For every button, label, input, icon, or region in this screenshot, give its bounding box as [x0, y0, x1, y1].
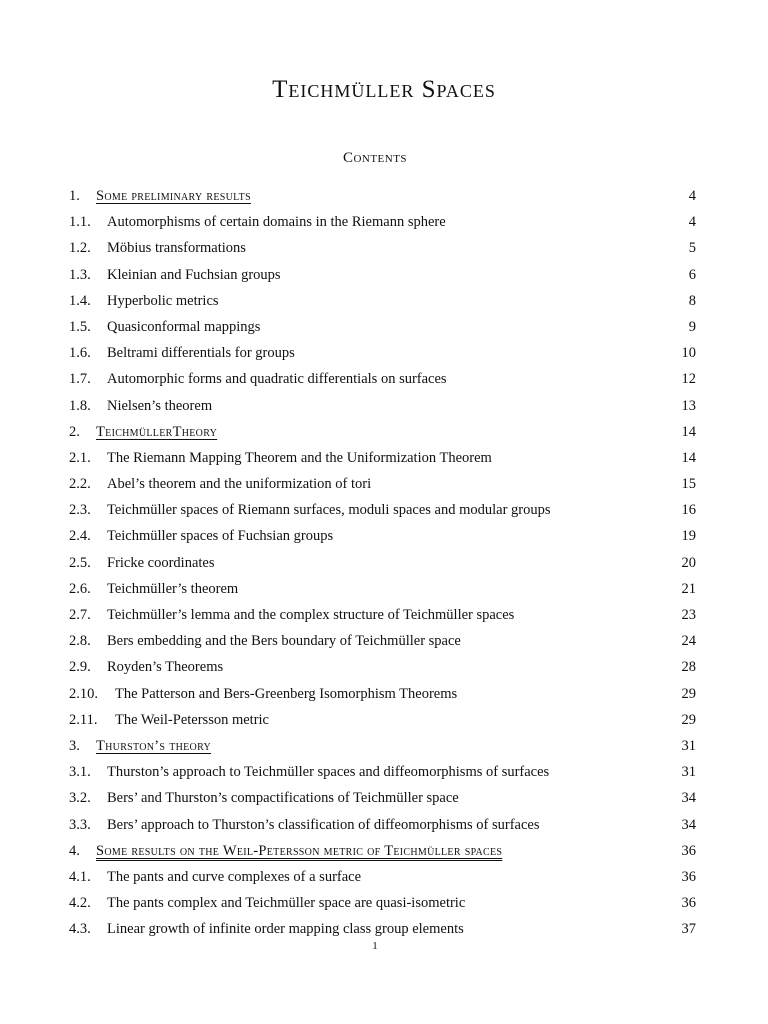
toc-section-entry[interactable]	[69, 419, 696, 445]
toc-entry-number: 1.	[69, 188, 80, 204]
toc-entry-page: 36	[681, 842, 696, 859]
toc-entry-title[interactable]: Thurston’s approach to Teichmüller spaces and diffeomorphisms of surfaces	[107, 764, 550, 781]
toc-entry-title[interactable]: Nielsen’s theorem	[107, 397, 213, 414]
toc-entry-page: 34	[681, 816, 696, 833]
table-of-contents	[69, 183, 696, 942]
toc-subsection-entry[interactable]	[69, 445, 696, 471]
toc-section-entry[interactable]	[69, 733, 696, 759]
toc-subsection-entry[interactable]	[69, 209, 696, 235]
toc-entry-number: 3.	[69, 737, 80, 754]
toc-entry-number: 3.2.	[69, 790, 91, 807]
toc-entry-number: 1.4.	[69, 292, 91, 309]
toc-subsection-entry[interactable]	[69, 340, 696, 366]
toc-entry-number: 4.2.	[69, 895, 91, 912]
toc-entry-title[interactable]: Bers’ approach to Thurston’s classification of diffeomorphisms of surfaces	[107, 816, 540, 833]
toc-entry-title[interactable]: Some results on the Weil-Petersson metric of Teichmüller spaces	[96, 842, 503, 859]
toc-entry-page: 36	[681, 868, 696, 885]
toc-entry-number: 1.1.	[69, 214, 91, 231]
toc-entry-page: 24	[681, 633, 696, 650]
toc-entry-page: 15	[681, 476, 696, 493]
toc-subsection-entry[interactable]	[69, 602, 696, 628]
toc-entry-title[interactable]: Some preliminary results	[96, 188, 251, 204]
toc-entry-page: 13	[681, 397, 696, 414]
toc-entry-title[interactable]: Automorphisms of certain domains in the Riemann sphere	[107, 214, 446, 231]
toc-entry-page: 9	[688, 318, 696, 335]
toc-subsection-entry[interactable]	[69, 393, 696, 419]
toc-entry-title[interactable]: Kleinian and Fuchsian groups	[107, 266, 281, 283]
toc-subsection-entry[interactable]	[69, 235, 696, 261]
toc-subsection-entry[interactable]	[69, 916, 696, 942]
toc-subsection-entry[interactable]	[69, 288, 696, 314]
toc-entry-number: 2.9.	[69, 659, 91, 676]
toc-entry-number: 4.	[69, 842, 80, 859]
toc-entry-page: 21	[681, 580, 696, 597]
toc-entry-page: 4	[688, 214, 696, 231]
toc-entry-title[interactable]: Möbius transformations	[107, 240, 246, 257]
toc-subsection-entry[interactable]	[69, 497, 696, 523]
toc-subsection-entry[interactable]	[69, 262, 696, 288]
toc-entry-title[interactable]: Quasiconformal mappings	[107, 318, 261, 335]
toc-subsection-entry[interactable]	[69, 523, 696, 549]
toc-subsection-entry[interactable]	[69, 707, 696, 733]
toc-entry-page: 4	[688, 188, 696, 204]
toc-subsection-entry[interactable]	[69, 812, 696, 838]
contents-heading: Contents	[342, 150, 408, 166]
toc-entry-number: 2.6.	[69, 580, 91, 597]
toc-entry-page: 6	[688, 266, 696, 283]
toc-entry-title[interactable]: Teichmüller spaces of Fuchsian groups	[107, 528, 334, 545]
toc-entry-page: 12	[681, 371, 696, 388]
toc-entry-page: 31	[681, 764, 696, 781]
toc-subsection-entry[interactable]	[69, 576, 696, 602]
toc-entry-title[interactable]: Automorphic forms and quadratic differentials on surfaces	[107, 371, 447, 388]
toc-entry-number: 2.10.	[69, 685, 98, 702]
toc-entry-number: 1.7.	[69, 371, 91, 388]
toc-entry-title[interactable]: Abel’s theorem and the uniformization of tori	[107, 476, 372, 493]
toc-subsection-entry[interactable]	[69, 654, 696, 680]
toc-entry-page: 34	[681, 790, 696, 807]
toc-entry-number: 1.6.	[69, 345, 91, 362]
toc-entry-number: 2.8.	[69, 633, 91, 650]
toc-entry-title[interactable]: Beltrami differentials for groups	[107, 345, 295, 362]
toc-entry-title[interactable]: Teichmüller’s theorem	[107, 580, 239, 597]
toc-entry-title[interactable]: Royden’s Theorems	[107, 659, 224, 676]
toc-entry-number: 2.1.	[69, 449, 91, 466]
toc-entry-title[interactable]: Linear growth of infinite order mapping class group elements	[107, 921, 464, 938]
toc-entry-title[interactable]: Teichmüller spaces of Riemann surfaces, moduli spaces and modular groups	[107, 502, 551, 519]
toc-entry-title[interactable]: The Weil-Petersson metric	[115, 711, 269, 728]
toc-entry-page: 28	[681, 659, 696, 676]
toc-entry-number: 3.1.	[69, 764, 91, 781]
toc-subsection-entry[interactable]	[69, 471, 696, 497]
page-number: 1	[372, 940, 378, 952]
toc-entry-number: 2.5.	[69, 554, 91, 571]
toc-entry-page: 8	[688, 292, 696, 309]
toc-entry-page: 14	[681, 423, 696, 440]
document-title: Teichmüller Spaces	[272, 76, 496, 103]
toc-entry-number: 2.11.	[69, 711, 98, 728]
toc-subsection-entry[interactable]	[69, 550, 696, 576]
toc-subsection-entry[interactable]	[69, 864, 696, 890]
toc-entry-title[interactable]: TeichmüllerTheory	[96, 423, 218, 440]
toc-entry-page: 16	[681, 502, 696, 519]
toc-entry-number: 3.3.	[69, 816, 91, 833]
toc-entry-number: 1.2.	[69, 240, 91, 257]
toc-entry-title[interactable]: Bers’ and Thurston’s compactifications of Teichmüller space	[107, 790, 459, 807]
toc-entry-number: 2.	[69, 423, 80, 440]
toc-entry-title[interactable]: Teichmüller’s lemma and the complex structure of Teichmüller spaces	[107, 607, 515, 623]
toc-entry-number: 4.1.	[69, 868, 91, 885]
toc-entry-page: 29	[681, 711, 696, 728]
toc-entry-number: 1.8.	[69, 397, 91, 414]
toc-subsection-entry[interactable]	[69, 759, 696, 785]
toc-subsection-entry[interactable]	[69, 785, 696, 811]
toc-entry-title[interactable]: Hyperbolic metrics	[107, 292, 219, 309]
toc-entry-page: 23	[681, 607, 696, 623]
toc-entry-number: 2.4.	[69, 528, 91, 545]
toc-entry-number: 4.3.	[69, 921, 91, 938]
toc-entry-number: 2.3.	[69, 502, 91, 519]
toc-entry-page: 29	[681, 685, 696, 702]
toc-entry-page: 5	[688, 240, 696, 257]
toc-entry-page: 36	[681, 895, 696, 912]
toc-entry-title[interactable]: The pants and curve complexes of a surface	[107, 868, 362, 885]
toc-subsection-entry[interactable]	[69, 628, 696, 654]
toc-entry-title[interactable]: Fricke coordinates	[107, 554, 215, 571]
toc-entry-page: 31	[681, 737, 696, 754]
toc-subsection-entry[interactable]	[69, 366, 696, 392]
toc-subsection-entry[interactable]	[69, 890, 696, 916]
toc-entry-title[interactable]: The Patterson and Bers-Greenberg Isomorphism Theorems	[115, 685, 458, 702]
toc-entry-number: 1.5.	[69, 318, 91, 335]
toc-entry-title[interactable]: The pants complex and Teichmüller space are quasi-isometric	[107, 895, 466, 912]
toc-entry-title[interactable]: The Riemann Mapping Theorem and the Uniformization Theorem	[107, 449, 492, 466]
toc-entry-title[interactable]: Bers embedding and the Bers boundary of Teichmüller space	[107, 633, 461, 650]
toc-section-entry[interactable]	[69, 183, 696, 209]
toc-entry-number: 2.2.	[69, 476, 91, 493]
toc-subsection-entry[interactable]	[69, 681, 696, 707]
toc-section-entry[interactable]	[69, 838, 696, 864]
toc-entry-number: 1.3.	[69, 266, 91, 283]
toc-entry-number: 2.7.	[69, 607, 91, 623]
toc-entry-page: 20	[681, 554, 696, 571]
toc-entry-title[interactable]: Thurston’s theory	[96, 737, 212, 754]
toc-entry-page: 14	[681, 449, 696, 466]
toc-subsection-entry[interactable]	[69, 314, 696, 340]
toc-entry-page: 10	[681, 345, 696, 362]
toc-entry-page: 37	[681, 921, 696, 938]
toc-entry-page: 19	[681, 528, 696, 545]
